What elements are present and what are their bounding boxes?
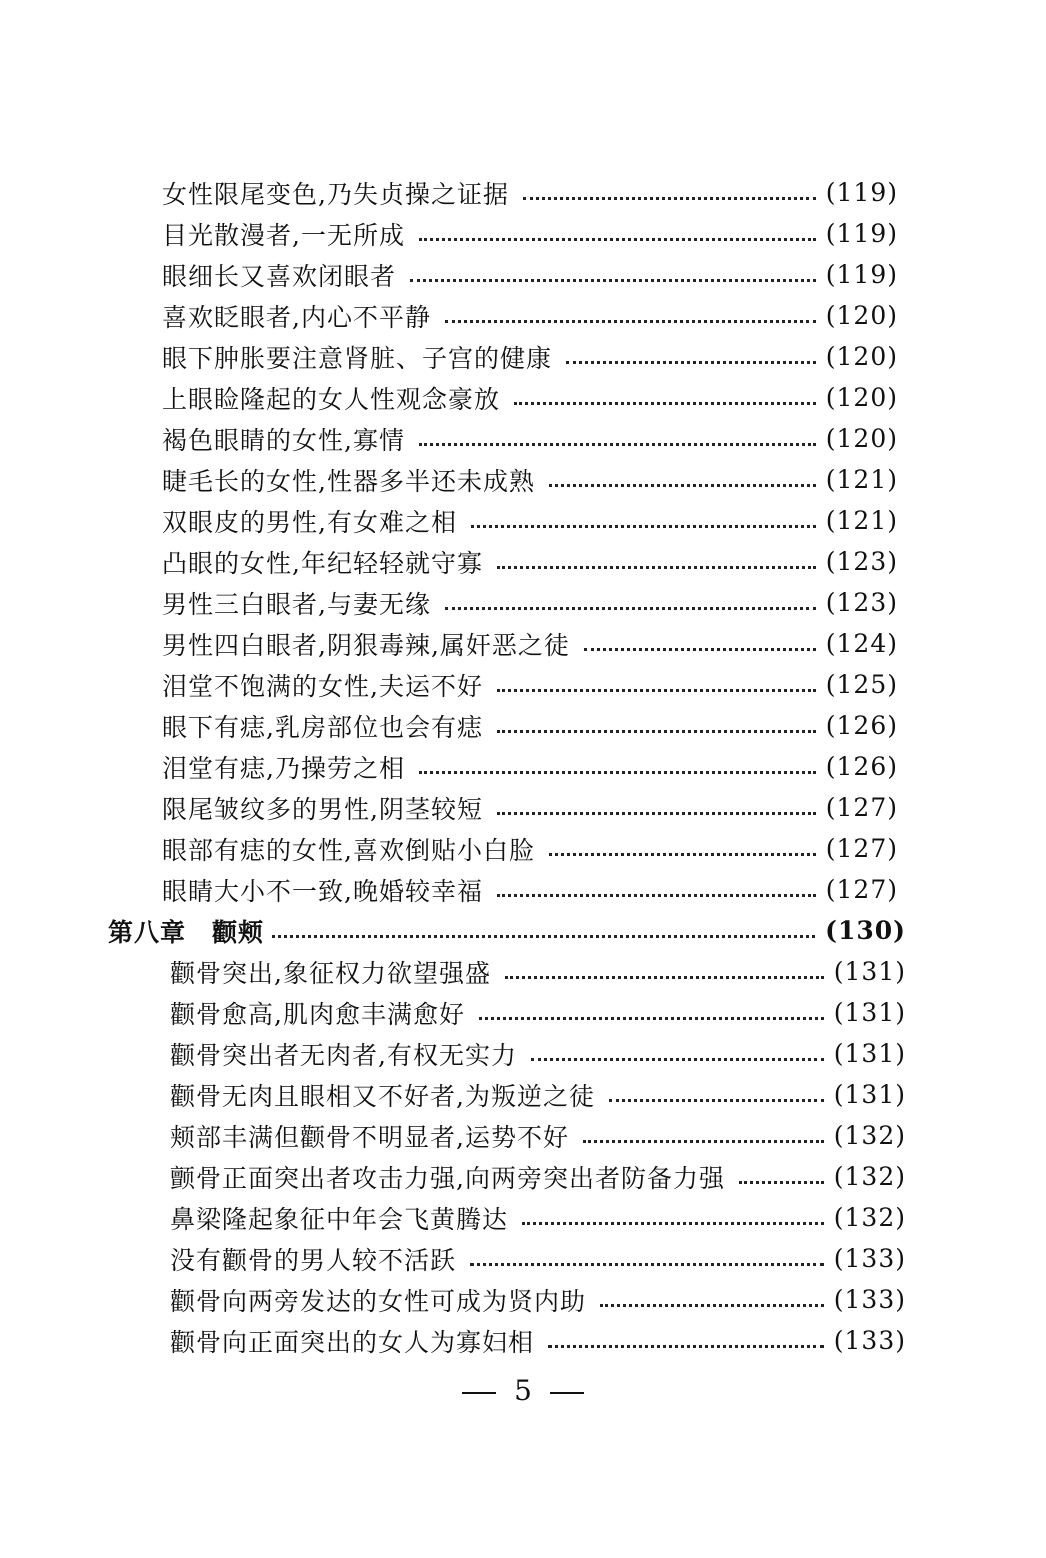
toc-entry [162, 254, 898, 295]
page-number: 5 [514, 1374, 532, 1407]
toc-subentry [170, 1279, 906, 1320]
toc-entry-page: (120) [825, 424, 898, 453]
toc-entry-page: (127) [825, 875, 898, 904]
toc-subentry-page: (131) [833, 1039, 906, 1068]
toc-subentry-title: 颧骨愈高,肌肉愈丰满愈好 [170, 999, 465, 1029]
toc-entry [162, 295, 898, 336]
toc-entry-title: 泪堂不饱满的女性,夫运不好 [162, 671, 483, 701]
toc-subentry-page: (132) [833, 1162, 906, 1191]
toc-subentry-page: (131) [833, 1080, 906, 1109]
leader-dots [419, 443, 816, 446]
toc-entry-page: (119) [825, 178, 898, 207]
toc-entry-title: 眼细长又喜欢闭眼者 [162, 261, 397, 291]
toc-subentry-title: 颧骨突出者无肉者,有权无实力 [170, 1040, 517, 1070]
toc-subentry-title: 颧骨向正面突出的女人为寡妇相 [170, 1327, 535, 1357]
leader-dots [497, 689, 816, 692]
toc-entry-title: 男性三白眼者,与妻无缘 [162, 589, 431, 619]
toc-entry-title: 双眼皮的男性,有女难之相 [162, 507, 457, 537]
toc-subentry [170, 1238, 906, 1279]
leader-dots [566, 361, 816, 364]
toc-entry [162, 746, 898, 787]
toc-entry-title: 眼下有痣,乳房部位也会有痣 [162, 712, 483, 742]
toc-entry-title: 凸眼的女性,年纪轻轻就守寡 [162, 548, 483, 578]
toc-entry-page: (125) [825, 670, 898, 699]
toc-subentry-title: 颧骨向两旁发达的女性可成为贤内助 [170, 1286, 587, 1316]
toc-subentry-page: (133) [833, 1285, 906, 1314]
toc-entry-page: (119) [825, 219, 898, 248]
toc-entry-title: 褐色眼睛的女性,寡情 [162, 425, 405, 455]
chapter-page: (130) [825, 916, 906, 945]
toc-entry-page: (127) [825, 793, 898, 822]
leader-dots [609, 1099, 824, 1102]
toc-entry [162, 172, 898, 213]
toc-subentry-title: 颧骨突出,象征权力欲望强盛 [170, 958, 491, 988]
toc-subentry-title: 颧骨无肉且眼相又不好者,为叛逆之徒 [170, 1081, 595, 1111]
leader-dots [505, 976, 824, 979]
toc-entry-page: (121) [825, 506, 898, 535]
toc-entry [162, 336, 898, 377]
toc-subentry [170, 1033, 906, 1074]
leader-dots [584, 648, 816, 651]
leader-dots [419, 238, 816, 241]
leader-dots [583, 1140, 824, 1143]
toc-entry [162, 377, 898, 418]
toc-entry-title: 上眼睑隆起的女人性观念豪放 [162, 384, 501, 414]
toc-entry-page: (123) [825, 547, 898, 576]
toc-entry-page: (126) [825, 752, 898, 781]
toc-entry-title: 眼睛大小不一致,晚婚较幸福 [162, 876, 483, 906]
footer-dash [462, 1392, 496, 1394]
toc-entry-page: (126) [825, 711, 898, 740]
chapter-title: 第八章 颧颊 [108, 917, 265, 947]
leader-dots [479, 1017, 824, 1020]
toc-entry-page: (127) [825, 834, 898, 863]
leader-dots [548, 1345, 824, 1348]
toc-entry-page: (121) [825, 465, 898, 494]
toc-subentry-title: 没有颧骨的男人较不活跃 [170, 1245, 457, 1275]
toc-subentry-page: (132) [833, 1121, 906, 1150]
leader-dots [497, 730, 816, 733]
toc-entry [162, 623, 898, 664]
leader-dots [445, 320, 816, 323]
table-of-contents [0, 172, 1046, 1361]
toc-entry-title: 男性四白眼者,阴狠毒辣,属奸恶之徒 [162, 630, 570, 660]
leader-dots [470, 1263, 824, 1266]
toc-entry-title: 女性限尾变色,乃失贞操之证据 [162, 179, 509, 209]
toc-entry [162, 541, 898, 582]
toc-entry [162, 869, 898, 910]
toc-subentry [170, 1197, 906, 1238]
toc-entry [162, 787, 898, 828]
toc-entry-page: (120) [825, 301, 898, 330]
leader-dots [531, 1058, 824, 1061]
toc-subentry-page: (131) [833, 957, 906, 986]
toc-subentry [170, 1074, 906, 1115]
leader-dots [497, 566, 816, 569]
toc-entry [162, 459, 898, 500]
toc-entry [162, 664, 898, 705]
leader-dots [600, 1304, 824, 1307]
toc-subentry [170, 992, 906, 1033]
toc-entry [162, 213, 898, 254]
toc-entry [162, 500, 898, 541]
leader-dots [549, 484, 816, 487]
chapter-heading [108, 910, 906, 951]
toc-entry-page: (120) [825, 383, 898, 412]
toc-entry-title: 泪堂有痣,乃操劳之相 [162, 753, 405, 783]
page-footer [0, 1374, 1046, 1407]
toc-subentry [170, 951, 906, 992]
toc-entry-page: (123) [825, 588, 898, 617]
toc-subentry-page: (132) [833, 1203, 906, 1232]
toc-entry [162, 418, 898, 459]
leader-dots [419, 771, 816, 774]
toc-entry [162, 582, 898, 623]
toc-entry-title: 眼下肿胀要注意肾脏、子宫的健康 [162, 343, 553, 373]
toc-subentry-title: 颊部丰满但颧骨不明显者,运势不好 [170, 1122, 569, 1152]
toc-entry-page: (119) [825, 260, 898, 289]
toc-entry-title: 眼部有痣的女性,喜欢倒贴小白脸 [162, 835, 535, 865]
toc-entry-title: 目光散漫者,一无所成 [162, 220, 405, 250]
toc-entry-page: (124) [825, 629, 898, 658]
toc-subentry-title: 颤骨正面突出者攻击力强,向两旁突出者防备力强 [170, 1163, 725, 1193]
toc-entry [162, 828, 898, 869]
leader-dots [497, 812, 816, 815]
toc-subentry [170, 1156, 906, 1197]
leader-dots [471, 525, 816, 528]
leader-dots [445, 607, 816, 610]
leader-dots [272, 935, 815, 938]
leader-dots [549, 853, 816, 856]
toc-entry-title: 睫毛长的女性,性器多半还未成熟 [162, 466, 535, 496]
footer-dash [550, 1392, 584, 1394]
leader-dots [410, 279, 816, 282]
toc-entry-page: (120) [825, 342, 898, 371]
toc-subentry-page: (133) [833, 1244, 906, 1273]
leader-dots [522, 1222, 824, 1225]
leader-dots [497, 894, 816, 897]
toc-entry-title: 限尾皱纹多的男性,阴茎较短 [162, 794, 483, 824]
toc-entry-title: 喜欢眨眼者,内心不平静 [162, 302, 431, 332]
leader-dots [514, 402, 816, 405]
toc-subentry-title: 鼻梁隆起象征中年会飞黄腾达 [170, 1204, 509, 1234]
toc-entry [162, 705, 898, 746]
leader-dots [523, 197, 816, 200]
toc-subentry [170, 1115, 906, 1156]
toc-subentry-page: (133) [833, 1326, 906, 1355]
leader-dots [739, 1181, 824, 1184]
toc-subentry [170, 1320, 906, 1361]
toc-subentry-page: (131) [833, 998, 906, 1027]
